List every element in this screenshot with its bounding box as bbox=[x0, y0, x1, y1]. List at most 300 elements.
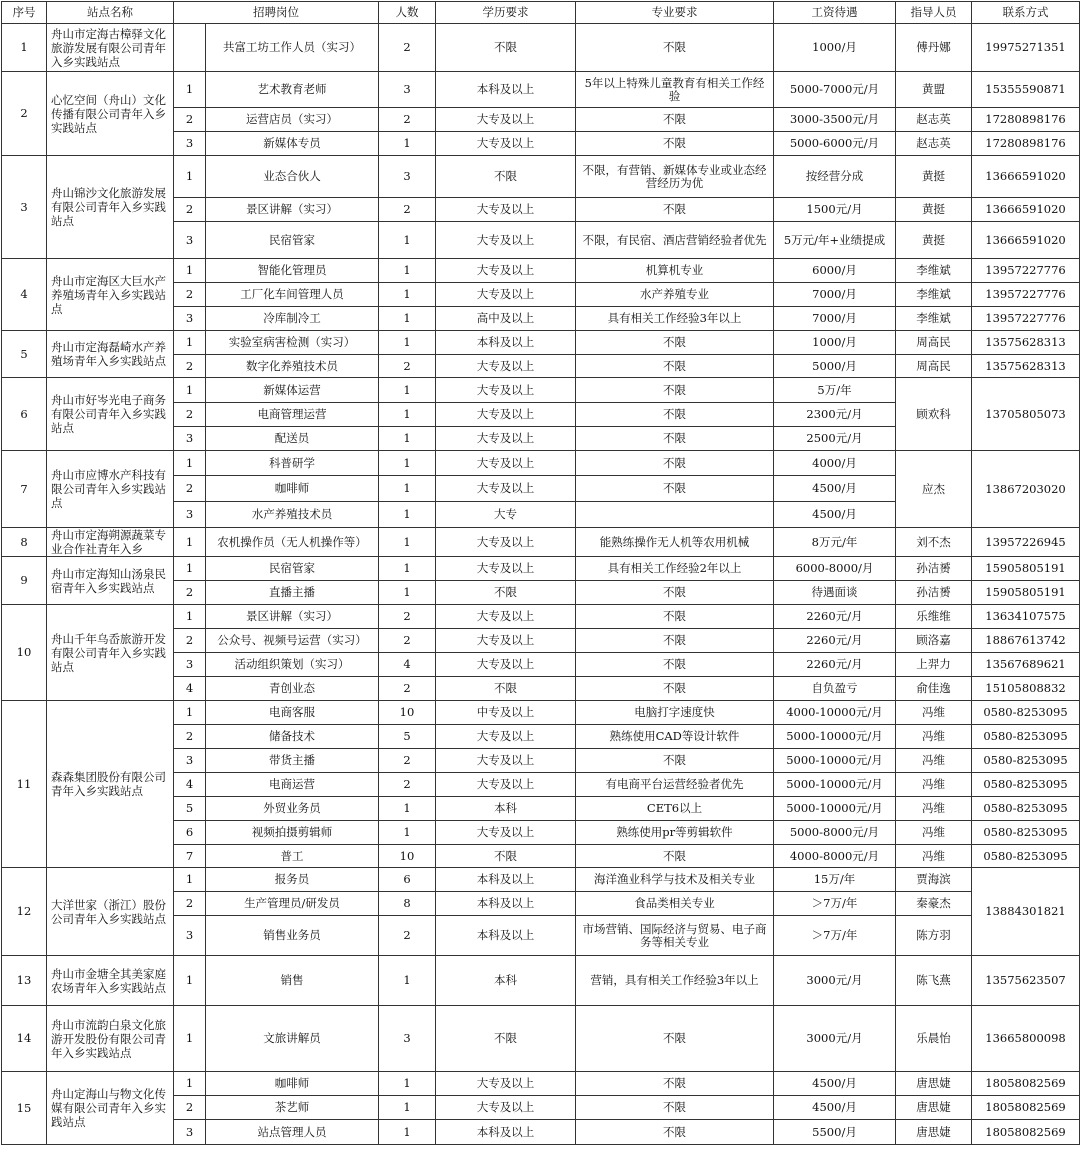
position-cell: 公众号、视频号运营（实习） bbox=[206, 629, 379, 653]
major-cell: 熟练使用pr等剪辑软件 bbox=[576, 821, 774, 845]
major-cell: 不限 bbox=[576, 629, 774, 653]
row-index: 2 bbox=[174, 108, 206, 132]
row-index: 1 bbox=[174, 331, 206, 355]
education-cell: 大专及以上 bbox=[436, 476, 576, 502]
education-cell: 大专及以上 bbox=[436, 749, 576, 773]
row-index: 7 bbox=[174, 845, 206, 868]
row-index: 1 bbox=[174, 868, 206, 892]
education-cell: 大专及以上 bbox=[436, 108, 576, 132]
site-number: 5 bbox=[2, 331, 47, 378]
major-cell: 不限 bbox=[576, 403, 774, 427]
salary-cell: 4000-8000元/月 bbox=[774, 845, 896, 868]
position-cell: 直播主播 bbox=[206, 581, 379, 605]
major-cell: 不限 bbox=[576, 476, 774, 502]
salary-cell: 5000/月 bbox=[774, 355, 896, 378]
major-cell: 不限 bbox=[576, 427, 774, 451]
position-cell: 青创业态 bbox=[206, 677, 379, 701]
count-cell: 1 bbox=[379, 378, 436, 403]
row-index: 1 bbox=[174, 156, 206, 198]
position-cell: 电商管理运营 bbox=[206, 403, 379, 427]
major-cell: 不限 bbox=[576, 451, 774, 476]
header-guide: 指导人员 bbox=[896, 2, 972, 24]
site-name: 舟山市定海磊崎水产养殖场青年入乡实践站点 bbox=[47, 331, 174, 378]
major-cell: 5年以上特殊儿童教育有相关工作经验 bbox=[576, 72, 774, 108]
position-cell: 数字化养殖技术员 bbox=[206, 355, 379, 378]
row-index: 1 bbox=[174, 1072, 206, 1096]
guide-cell: 冯维 bbox=[896, 821, 972, 845]
row-index: 3 bbox=[174, 916, 206, 956]
guide-cell: 冯维 bbox=[896, 845, 972, 868]
table-row bbox=[2, 259, 1080, 283]
salary-cell: 1000/月 bbox=[774, 331, 896, 355]
row-index: 1 bbox=[174, 605, 206, 629]
position-cell: 智能化管理员 bbox=[206, 259, 379, 283]
position-cell: 新媒体运营 bbox=[206, 378, 379, 403]
table-row bbox=[2, 1006, 1080, 1072]
site-number: 6 bbox=[2, 378, 47, 451]
header-education: 学历要求 bbox=[436, 2, 576, 24]
education-cell: 不限 bbox=[436, 24, 576, 72]
count-cell: 6 bbox=[379, 868, 436, 892]
education-cell: 本科及以上 bbox=[436, 331, 576, 355]
education-cell: 本科及以上 bbox=[436, 1120, 576, 1145]
count-cell: 2 bbox=[379, 916, 436, 956]
guide-cell: 李维斌 bbox=[896, 259, 972, 283]
row-index: 2 bbox=[174, 198, 206, 222]
site-name: 舟山市定海区大巨水产养殖场青年入乡实践站点 bbox=[47, 259, 174, 331]
guide-cell: 冯维 bbox=[896, 749, 972, 773]
count-cell: 1 bbox=[379, 132, 436, 156]
count-cell: 2 bbox=[379, 629, 436, 653]
salary-cell: 2500元/月 bbox=[774, 427, 896, 451]
major-cell: 不限，有营销、新媒体专业或业态经营经历为优 bbox=[576, 156, 774, 198]
salary-cell: 1000/月 bbox=[774, 24, 896, 72]
row-index: 4 bbox=[174, 677, 206, 701]
row-index: 3 bbox=[174, 749, 206, 773]
row-index: 3 bbox=[174, 427, 206, 451]
position-cell: 新媒体专员 bbox=[206, 132, 379, 156]
guide-cell: 黄挺 bbox=[896, 156, 972, 198]
contact-cell: 18058082569 bbox=[972, 1096, 1080, 1120]
contact-cell: 13957227776 bbox=[972, 283, 1080, 307]
position-cell: 生产管理员/研发员 bbox=[206, 892, 379, 916]
salary-cell: 7000/月 bbox=[774, 283, 896, 307]
contact-cell: 13957227776 bbox=[972, 259, 1080, 283]
position-cell: 站点管理人员 bbox=[206, 1120, 379, 1145]
salary-cell: 5000-10000元/月 bbox=[774, 749, 896, 773]
row-index: 3 bbox=[174, 502, 206, 528]
major-cell: 熟练使用CAD等设计软件 bbox=[576, 725, 774, 749]
education-cell: 大专及以上 bbox=[436, 725, 576, 749]
guide-cell: 冯维 bbox=[896, 725, 972, 749]
education-cell: 大专及以上 bbox=[436, 355, 576, 378]
salary-cell: 4500/月 bbox=[774, 1096, 896, 1120]
guide-cell: 顾洛嘉 bbox=[896, 629, 972, 653]
position-cell: 外贸业务员 bbox=[206, 797, 379, 821]
contact-cell: 13575628313 bbox=[972, 331, 1080, 355]
site-name: 森森集团股份有限公司青年入乡实践站点 bbox=[47, 701, 174, 868]
contact-cell: 13634107575 bbox=[972, 605, 1080, 629]
site-name: 舟山市流韵白泉文化旅游开发股份有限公司青年入乡实践站点 bbox=[47, 1006, 174, 1072]
guide-cell: 贾海滨 bbox=[896, 868, 972, 892]
education-cell: 大专及以上 bbox=[436, 773, 576, 797]
contact-cell: 0580-8253095 bbox=[972, 773, 1080, 797]
position-cell: 咖啡师 bbox=[206, 476, 379, 502]
table-row bbox=[2, 24, 1080, 72]
site-name: 舟山市定海古樟驿文化旅游发展有限公司青年入乡实践站点 bbox=[47, 24, 174, 72]
major-cell: 不限 bbox=[576, 24, 774, 72]
contact-cell: 0580-8253095 bbox=[972, 845, 1080, 868]
contact-cell: 15905805191 bbox=[972, 557, 1080, 581]
row-index: 1 bbox=[174, 1006, 206, 1072]
position-cell: 茶艺师 bbox=[206, 1096, 379, 1120]
count-cell: 1 bbox=[379, 307, 436, 331]
position-cell: 报务员 bbox=[206, 868, 379, 892]
major-cell: 不限 bbox=[576, 1006, 774, 1072]
count-cell: 2 bbox=[379, 24, 436, 72]
table-body bbox=[2, 24, 1080, 1145]
count-cell: 3 bbox=[379, 72, 436, 108]
education-cell: 大专及以上 bbox=[436, 821, 576, 845]
position-cell: 销售 bbox=[206, 956, 379, 1006]
count-cell: 1 bbox=[379, 451, 436, 476]
major-cell bbox=[576, 502, 774, 528]
count-cell: 2 bbox=[379, 355, 436, 378]
salary-cell: 4000/月 bbox=[774, 451, 896, 476]
major-cell: 不限 bbox=[576, 605, 774, 629]
row-index: 1 bbox=[174, 259, 206, 283]
count-cell: 1 bbox=[379, 331, 436, 355]
site-name: 大洋世家（浙江）股份公司青年入乡实践站点 bbox=[47, 868, 174, 956]
header-count: 人数 bbox=[379, 2, 436, 24]
guide-cell: 黄挺 bbox=[896, 222, 972, 259]
row-index: 3 bbox=[174, 653, 206, 677]
guide-cell: 刘不杰 bbox=[896, 528, 972, 557]
site-number: 13 bbox=[2, 956, 47, 1006]
contact-cell: 0580-8253095 bbox=[972, 749, 1080, 773]
salary-cell: 8万元/年 bbox=[774, 528, 896, 557]
position-cell: 销售业务员 bbox=[206, 916, 379, 956]
education-cell: 大专及以上 bbox=[436, 132, 576, 156]
position-cell: 业态合伙人 bbox=[206, 156, 379, 198]
education-cell: 大专及以上 bbox=[436, 198, 576, 222]
guide-cell: 黄挺 bbox=[896, 198, 972, 222]
position-cell: 水产养殖技术员 bbox=[206, 502, 379, 528]
major-cell: 不限 bbox=[576, 331, 774, 355]
row-index: 1 bbox=[174, 557, 206, 581]
education-cell: 大专及以上 bbox=[436, 403, 576, 427]
header-major: 专业要求 bbox=[576, 2, 774, 24]
guide-cell: 冯维 bbox=[896, 797, 972, 821]
count-cell: 2 bbox=[379, 198, 436, 222]
row-index: 1 bbox=[174, 701, 206, 725]
education-cell: 大专及以上 bbox=[436, 557, 576, 581]
salary-cell: 5万元/年+业绩提成 bbox=[774, 222, 896, 259]
site-number: 8 bbox=[2, 528, 47, 557]
salary-cell: 3000元/月 bbox=[774, 956, 896, 1006]
major-cell: 不限 bbox=[576, 1096, 774, 1120]
salary-cell: 5000-10000元/月 bbox=[774, 773, 896, 797]
salary-cell: 2260元/月 bbox=[774, 653, 896, 677]
row-index bbox=[174, 24, 206, 72]
contact-cell: 13957227776 bbox=[972, 307, 1080, 331]
salary-cell: 5000-6000元/月 bbox=[774, 132, 896, 156]
education-cell: 大专及以上 bbox=[436, 451, 576, 476]
site-name: 心忆空间（舟山）文化传播有限公司青年入乡实践站点 bbox=[47, 72, 174, 156]
contact-cell: 17280898176 bbox=[972, 132, 1080, 156]
site-name: 舟山定海山与物文化传媒有限公司青年入乡实践站点 bbox=[47, 1072, 174, 1145]
contact-cell: 18867613742 bbox=[972, 629, 1080, 653]
education-cell: 不限 bbox=[436, 156, 576, 198]
table-row bbox=[2, 451, 1080, 476]
education-cell: 本科及以上 bbox=[436, 72, 576, 108]
education-cell: 中专及以上 bbox=[436, 701, 576, 725]
guide-cell: 秦豪杰 bbox=[896, 892, 972, 916]
guide-cell: 李维斌 bbox=[896, 307, 972, 331]
row-index: 6 bbox=[174, 821, 206, 845]
salary-cell: 2260元/月 bbox=[774, 629, 896, 653]
table-row bbox=[2, 956, 1080, 1006]
count-cell: 1 bbox=[379, 259, 436, 283]
site-name: 舟山千年乌岙旅游开发有限公司青年入乡实践站点 bbox=[47, 605, 174, 701]
education-cell: 不限 bbox=[436, 1006, 576, 1072]
contact-cell: 17280898176 bbox=[972, 108, 1080, 132]
salary-cell: 4500/月 bbox=[774, 476, 896, 502]
count-cell: 2 bbox=[379, 677, 436, 701]
salary-cell: 7000/月 bbox=[774, 307, 896, 331]
site-number: 10 bbox=[2, 605, 47, 701]
major-cell: 海洋渔业科学与技术及相关专业 bbox=[576, 868, 774, 892]
count-cell: 4 bbox=[379, 653, 436, 677]
count-cell: 1 bbox=[379, 1096, 436, 1120]
major-cell: 能熟练操作无人机等农用机械 bbox=[576, 528, 774, 557]
salary-cell: 3000元/月 bbox=[774, 1006, 896, 1072]
recruitment-table bbox=[1, 1, 1080, 1145]
education-cell: 大专及以上 bbox=[436, 378, 576, 403]
site-number: 15 bbox=[2, 1072, 47, 1145]
site-name: 舟山锦沙文化旅游发展有限公司青年入乡实践站点 bbox=[47, 156, 174, 259]
major-cell: 不限 bbox=[576, 1120, 774, 1145]
header-salary: 工资待遇 bbox=[774, 2, 896, 24]
major-cell: 市场营销、国际经济与贸易、电子商务等相关专业 bbox=[576, 916, 774, 956]
guide-cell: 顾欢科 bbox=[896, 378, 972, 451]
education-cell: 大专及以上 bbox=[436, 283, 576, 307]
major-cell: 不限，有民宿、酒店营销经验者优先 bbox=[576, 222, 774, 259]
education-cell: 大专及以上 bbox=[436, 629, 576, 653]
guide-cell: 唐思婕 bbox=[896, 1120, 972, 1145]
row-index: 1 bbox=[174, 72, 206, 108]
count-cell: 1 bbox=[379, 502, 436, 528]
position-cell: 带货主播 bbox=[206, 749, 379, 773]
major-cell: 具有相关工作经验2年以上 bbox=[576, 557, 774, 581]
table-row bbox=[2, 868, 1080, 892]
row-index: 3 bbox=[174, 1120, 206, 1145]
salary-cell: 3000-3500元/月 bbox=[774, 108, 896, 132]
table-row bbox=[2, 701, 1080, 725]
position-cell: 工厂化车间管理人员 bbox=[206, 283, 379, 307]
row-index: 1 bbox=[174, 956, 206, 1006]
position-cell: 科普研学 bbox=[206, 451, 379, 476]
contact-cell: 13867203020 bbox=[972, 451, 1080, 528]
contact-cell: 15355590871 bbox=[972, 72, 1080, 108]
row-index: 1 bbox=[174, 378, 206, 403]
site-name: 舟山市应博水产科技有限公司青年入乡实践站点 bbox=[47, 451, 174, 528]
salary-cell: 5000-10000元/月 bbox=[774, 725, 896, 749]
major-cell: 不限 bbox=[576, 677, 774, 701]
major-cell: 不限 bbox=[576, 749, 774, 773]
row-index: 1 bbox=[174, 528, 206, 557]
guide-cell: 赵志英 bbox=[896, 132, 972, 156]
major-cell: 有电商平台运营经验者优先 bbox=[576, 773, 774, 797]
table-header-row bbox=[2, 2, 1080, 24]
major-cell: 机算机专业 bbox=[576, 259, 774, 283]
site-name: 舟山市定海朔源蔬菜专业合作社青年入乡 bbox=[47, 528, 174, 557]
row-index: 2 bbox=[174, 355, 206, 378]
position-cell: 文旅讲解员 bbox=[206, 1006, 379, 1072]
education-cell: 本科 bbox=[436, 797, 576, 821]
site-number: 14 bbox=[2, 1006, 47, 1072]
site-number: 12 bbox=[2, 868, 47, 956]
site-name: 舟山市定海知山汤泉民宿青年入乡实践站点 bbox=[47, 557, 174, 605]
count-cell: 1 bbox=[379, 581, 436, 605]
education-cell: 高中及以上 bbox=[436, 307, 576, 331]
table-row bbox=[2, 528, 1080, 557]
contact-cell: 0580-8253095 bbox=[972, 797, 1080, 821]
contact-cell: 15105808832 bbox=[972, 677, 1080, 701]
education-cell: 不限 bbox=[436, 845, 576, 868]
contact-cell: 18058082569 bbox=[972, 1120, 1080, 1145]
education-cell: 不限 bbox=[436, 677, 576, 701]
row-index: 2 bbox=[174, 1096, 206, 1120]
salary-cell: 5000-10000元/月 bbox=[774, 797, 896, 821]
count-cell: 1 bbox=[379, 222, 436, 259]
major-cell: 具有相关工作经验3年以上 bbox=[576, 307, 774, 331]
count-cell: 1 bbox=[379, 821, 436, 845]
contact-cell: 13884301821 bbox=[972, 868, 1080, 956]
education-cell: 不限 bbox=[436, 581, 576, 605]
position-cell: 景区讲解（实习） bbox=[206, 198, 379, 222]
position-cell: 视频拍摄剪辑师 bbox=[206, 821, 379, 845]
header-no: 序号 bbox=[2, 2, 47, 24]
count-cell: 2 bbox=[379, 108, 436, 132]
education-cell: 大专及以上 bbox=[436, 427, 576, 451]
row-index: 2 bbox=[174, 476, 206, 502]
position-cell: 电商客服 bbox=[206, 701, 379, 725]
table-row bbox=[2, 1072, 1080, 1096]
guide-cell: 陈飞燕 bbox=[896, 956, 972, 1006]
guide-cell: 孙洁赟 bbox=[896, 581, 972, 605]
major-cell: 不限 bbox=[576, 355, 774, 378]
guide-cell: 乐维维 bbox=[896, 605, 972, 629]
count-cell: 1 bbox=[379, 557, 436, 581]
site-name: 舟山市好岑光电子商务有限公司青年入乡实践站点 bbox=[47, 378, 174, 451]
row-index: 2 bbox=[174, 629, 206, 653]
count-cell: 1 bbox=[379, 1072, 436, 1096]
salary-cell: 4500/月 bbox=[774, 1072, 896, 1096]
education-cell: 大专及以上 bbox=[436, 259, 576, 283]
contact-cell: 0580-8253095 bbox=[972, 701, 1080, 725]
education-cell: 大专及以上 bbox=[436, 1072, 576, 1096]
salary-cell: 自负盈亏 bbox=[774, 677, 896, 701]
salary-cell: 1500元/月 bbox=[774, 198, 896, 222]
table-row bbox=[2, 605, 1080, 629]
header-position: 招聘岗位 bbox=[174, 2, 379, 24]
guide-cell: 冯维 bbox=[896, 701, 972, 725]
major-cell: 不限 bbox=[576, 845, 774, 868]
position-cell: 冷库制冷工 bbox=[206, 307, 379, 331]
major-cell: 不限 bbox=[576, 108, 774, 132]
table-row bbox=[2, 331, 1080, 355]
guide-cell: 唐思婕 bbox=[896, 1072, 972, 1096]
guide-cell: 唐思婕 bbox=[896, 1096, 972, 1120]
row-index: 3 bbox=[174, 307, 206, 331]
row-index: 3 bbox=[174, 222, 206, 259]
table-row bbox=[2, 557, 1080, 581]
position-cell: 电商运营 bbox=[206, 773, 379, 797]
position-cell: 民宿管家 bbox=[206, 222, 379, 259]
site-number: 7 bbox=[2, 451, 47, 528]
major-cell: 不限 bbox=[576, 1072, 774, 1096]
site-number: 9 bbox=[2, 557, 47, 605]
position-cell: 普工 bbox=[206, 845, 379, 868]
guide-cell: 孙洁赟 bbox=[896, 557, 972, 581]
position-cell: 储备技术 bbox=[206, 725, 379, 749]
site-number: 4 bbox=[2, 259, 47, 331]
salary-cell: 4500/月 bbox=[774, 502, 896, 528]
major-cell: 营销，具有相关工作经验3年以上 bbox=[576, 956, 774, 1006]
contact-cell: 0580-8253095 bbox=[972, 725, 1080, 749]
guide-cell: 周高民 bbox=[896, 355, 972, 378]
major-cell: 不限 bbox=[576, 132, 774, 156]
major-cell: 不限 bbox=[576, 198, 774, 222]
position-cell: 咖啡师 bbox=[206, 1072, 379, 1096]
count-cell: 8 bbox=[379, 892, 436, 916]
salary-cell: 4000-10000元/月 bbox=[774, 701, 896, 725]
row-index: 2 bbox=[174, 892, 206, 916]
contact-cell: 13575623507 bbox=[972, 956, 1080, 1006]
contact-cell: 13957226945 bbox=[972, 528, 1080, 557]
contact-cell: 13666591020 bbox=[972, 198, 1080, 222]
table-row bbox=[2, 156, 1080, 198]
education-cell: 本科 bbox=[436, 956, 576, 1006]
position-cell: 艺术教育老师 bbox=[206, 72, 379, 108]
guide-cell: 俞佳逸 bbox=[896, 677, 972, 701]
education-cell: 大专及以上 bbox=[436, 1096, 576, 1120]
salary-cell: 6000/月 bbox=[774, 259, 896, 283]
header-contact: 联系方式 bbox=[972, 2, 1080, 24]
major-cell: 不限 bbox=[576, 581, 774, 605]
education-cell: 本科及以上 bbox=[436, 916, 576, 956]
contact-cell: 15905805191 bbox=[972, 581, 1080, 605]
position-cell: 共富工坊工作人员（实习） bbox=[206, 24, 379, 72]
count-cell: 1 bbox=[379, 528, 436, 557]
count-cell: 1 bbox=[379, 476, 436, 502]
education-cell: 大专及以上 bbox=[436, 528, 576, 557]
count-cell: 3 bbox=[379, 1006, 436, 1072]
guide-cell: 赵志英 bbox=[896, 108, 972, 132]
position-cell: 农机操作员（无人机操作等） bbox=[206, 528, 379, 557]
count-cell: 1 bbox=[379, 1120, 436, 1145]
count-cell: 10 bbox=[379, 701, 436, 725]
salary-cell: 5000-8000元/月 bbox=[774, 821, 896, 845]
count-cell: 2 bbox=[379, 773, 436, 797]
contact-cell: 13567689621 bbox=[972, 653, 1080, 677]
salary-cell: 2300元/月 bbox=[774, 403, 896, 427]
position-cell: 景区讲解（实习） bbox=[206, 605, 379, 629]
row-index: 1 bbox=[174, 451, 206, 476]
row-index: 2 bbox=[174, 283, 206, 307]
position-cell: 民宿管家 bbox=[206, 557, 379, 581]
